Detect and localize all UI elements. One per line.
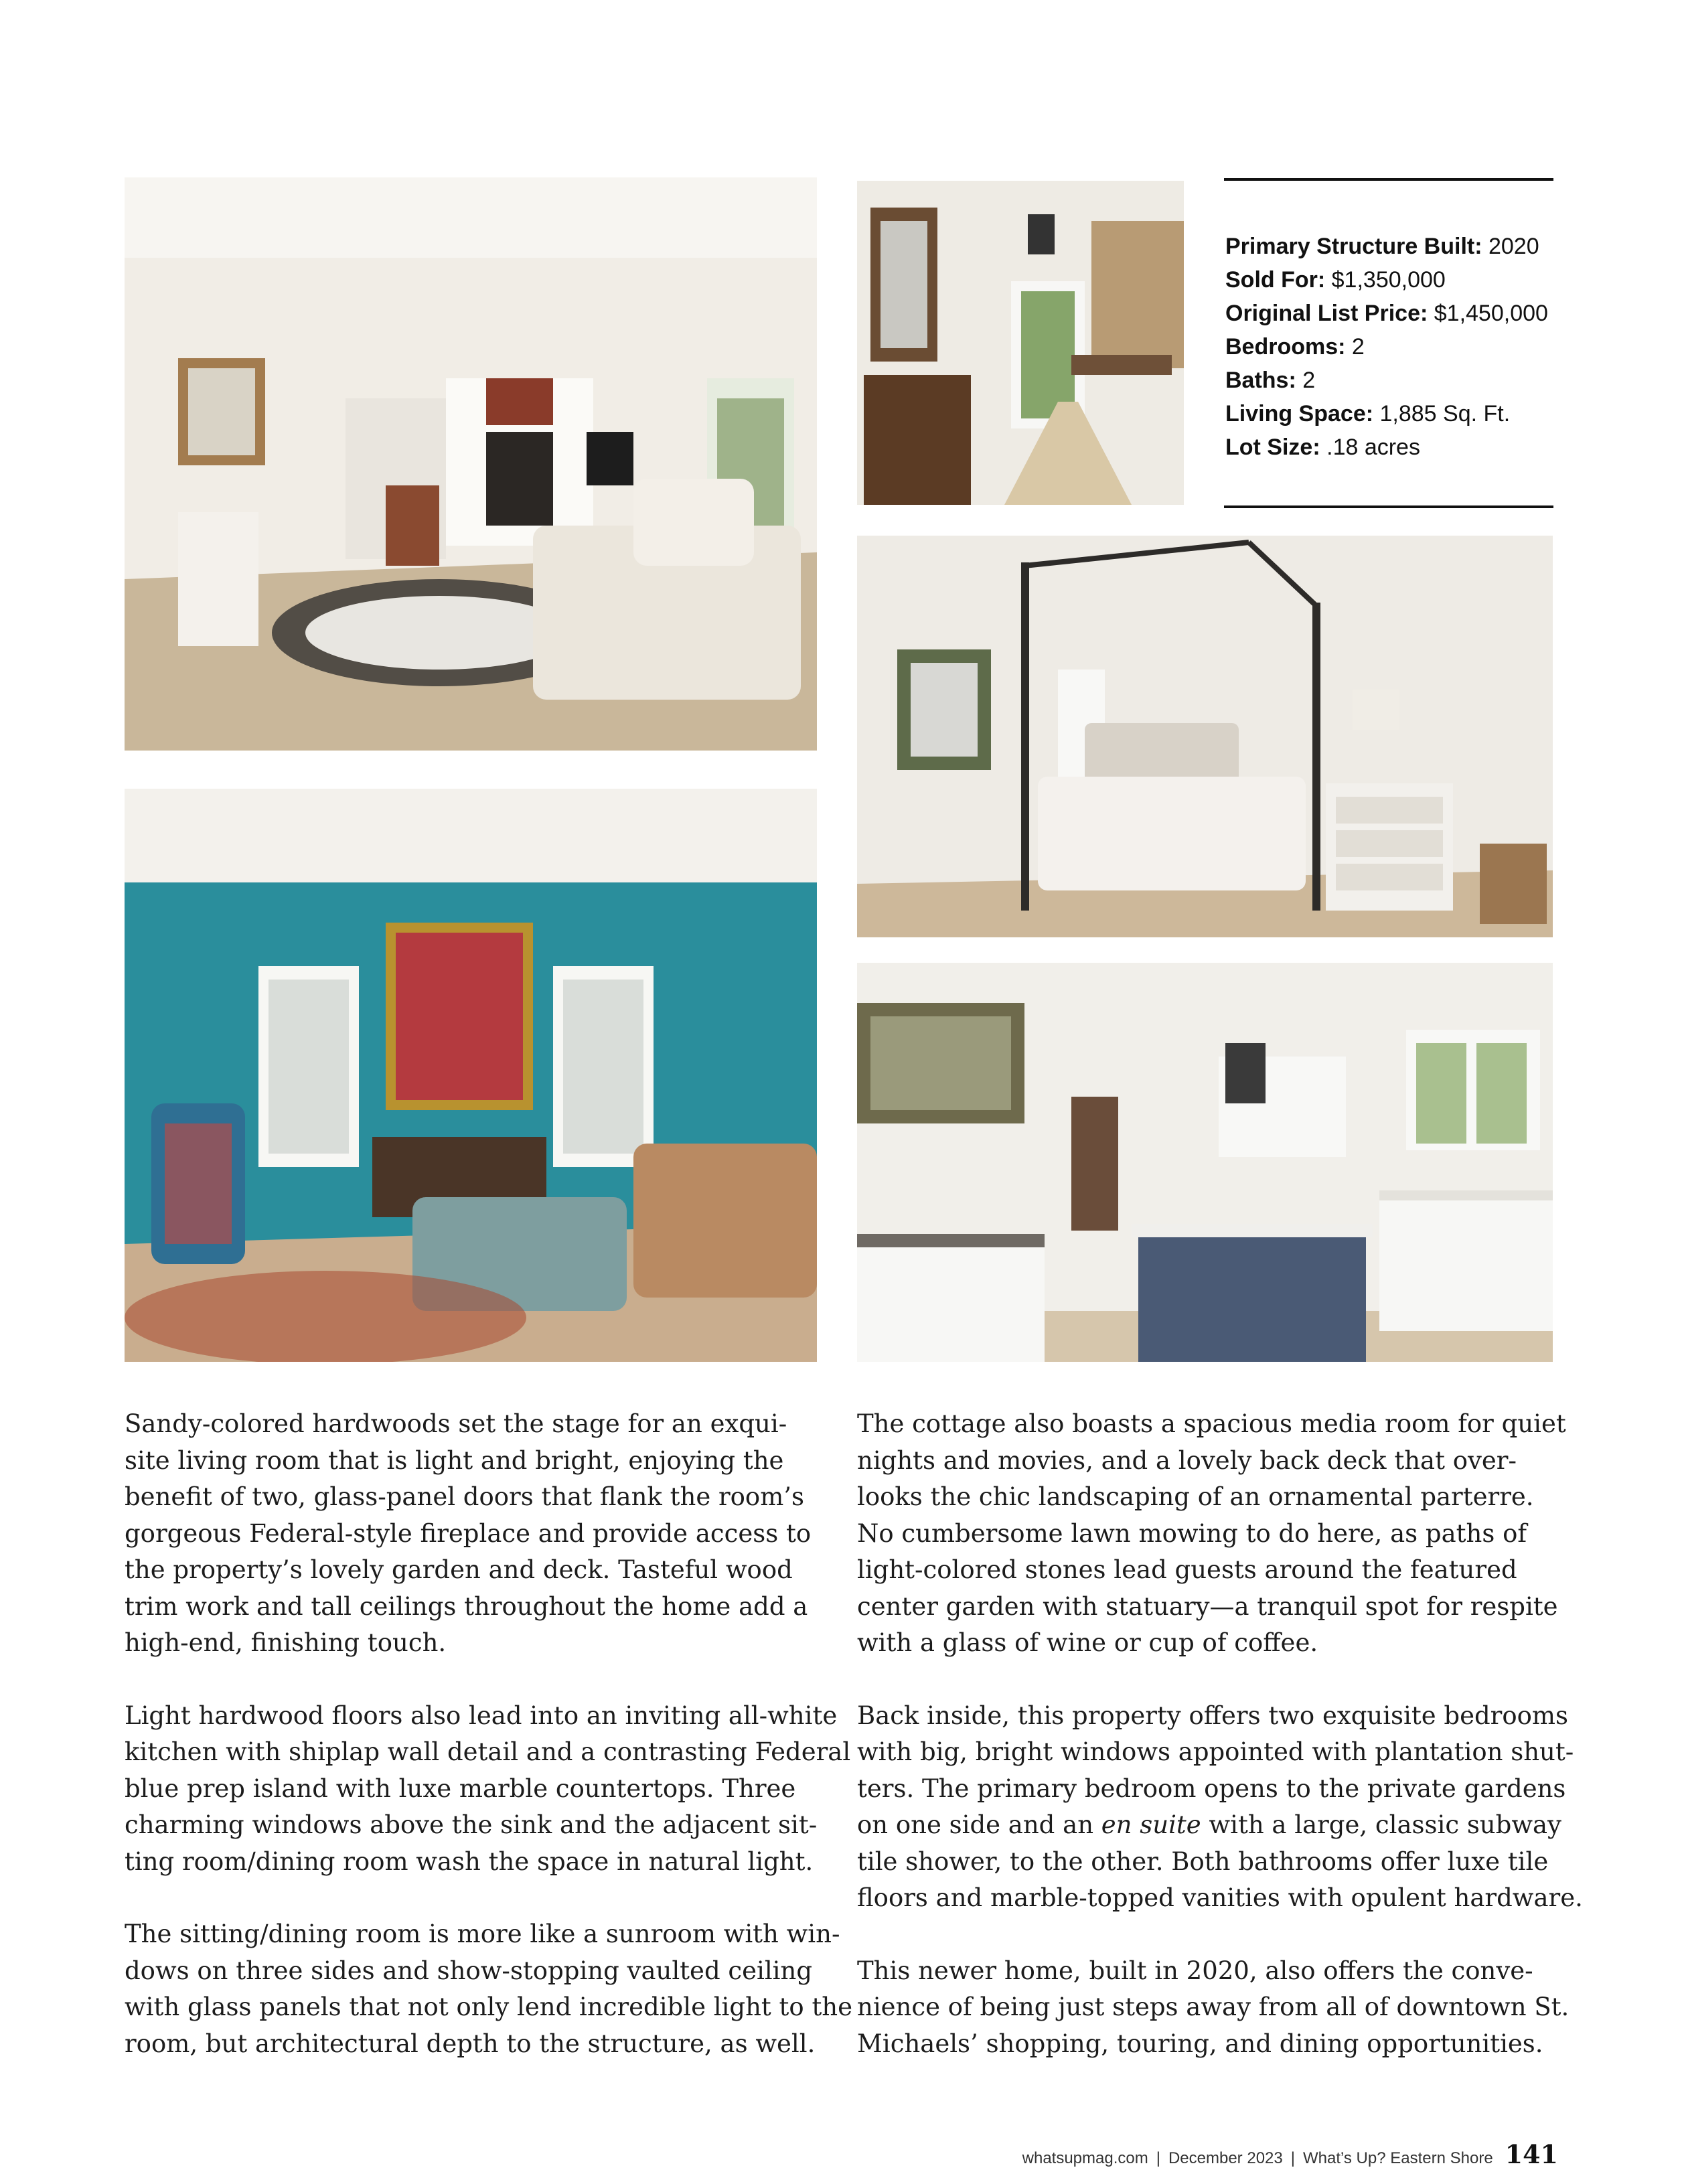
paragraph-living-room [125, 1406, 818, 1662]
text-line: The sitting/dining room is more like a sunroom with win- [125, 1920, 840, 1948]
fact-label: Primary Structure Built: [1225, 234, 1482, 259]
text-run: on one side and an [857, 1810, 1101, 1839]
fact-baths [1225, 364, 1553, 397]
paragraph-kitchen [125, 1698, 851, 1881]
fact-value: 2 [1296, 368, 1316, 393]
text-line: high-end, finishing touch. [125, 1628, 447, 1657]
paragraph-bedrooms [857, 1698, 1583, 1917]
text-line: with a glass of wine or cup of coffee. [857, 1628, 1318, 1657]
text-line: looks the chic landscaping of an ornamental parterre. [857, 1482, 1534, 1511]
bedroom-photo [857, 536, 1553, 937]
text-line: The cottage also boasts a spacious media room for quiet [857, 1409, 1566, 1438]
text-line: nights and movies, and a lovely back deck that over- [857, 1446, 1517, 1475]
text-line: room, but architectural depth to the structure, as well. [125, 2029, 816, 2058]
fact-bedrooms [1225, 330, 1553, 364]
text-line: gorgeous Federal-style fireplace and provide access to [125, 1518, 812, 1548]
text-line: center garden with statuary—a tranquil spot for respite [857, 1591, 1558, 1621]
facts-top-rule [1224, 178, 1553, 181]
fact-value: .18 acres [1320, 435, 1420, 460]
fact-label: Lot Size: [1225, 435, 1320, 460]
text-line: ters. The primary bedroom opens to the private gardens [857, 1774, 1566, 1803]
text-line: with glass panels that not only lend incredible light to the [125, 1993, 853, 2021]
living-room-photo [125, 177, 817, 751]
fact-list-price [1225, 297, 1553, 330]
fact-label: Baths: [1225, 368, 1296, 393]
fact-value: $1,450,000 [1428, 301, 1548, 326]
text-line: site living room that is light and bright, enjoying the [125, 1446, 784, 1475]
text-line: light-colored stones lead guests around the featured [857, 1555, 1517, 1584]
page-footer [1022, 2139, 1558, 2169]
text-line: blue prep island with luxe marble countertops. Three [125, 1774, 796, 1803]
text-line: the property’s lovely garden and deck. Tasteful wood [125, 1555, 793, 1584]
fact-value: 2 [1345, 334, 1365, 360]
text-line: Sandy-colored hardwoods set the stage for an exqui- [125, 1409, 787, 1438]
kitchen-photo [857, 963, 1553, 1362]
text-line: nience of being just steps away from all of downtown St. [857, 1993, 1570, 2021]
footer-separator: | [1156, 2149, 1160, 2167]
text-line: No cumbersome lawn mowing to do here, as paths of [857, 1518, 1527, 1548]
fact-label: Bedrooms: [1225, 334, 1346, 360]
text-line: ting room/dining room wash the space in natural light. [125, 1847, 814, 1876]
hallway-photo [857, 181, 1184, 505]
fact-label: Living Space: [1225, 401, 1374, 426]
article-column-left [125, 1406, 853, 2098]
footer-separator: | [1290, 2149, 1295, 2167]
footer-site: whatsupmag.com [1022, 2149, 1148, 2167]
fact-sold-for [1225, 263, 1553, 297]
text-line: floors and marble-topped vanities with opulent hardware. [857, 1883, 1583, 1912]
property-facts [1225, 230, 1553, 464]
text-line: tile shower, to the other. Both bathrooms offer luxe tile [857, 1847, 1549, 1876]
text-line: Michaels’ shopping, touring, and dining opportunities. [857, 2029, 1543, 2058]
facts-bottom-rule [1224, 505, 1553, 508]
fact-lot-size [1225, 431, 1553, 464]
fact-label: Sold For: [1225, 267, 1326, 293]
paragraph-location [857, 1953, 1570, 2063]
fact-value: $1,350,000 [1325, 267, 1446, 293]
footer-issue: December 2023 [1168, 2149, 1283, 2167]
fact-label: Original List Price: [1225, 301, 1428, 326]
fact-year-built [1225, 230, 1553, 263]
article-column-right [857, 1406, 1583, 2098]
text-line: dows on three sides and show-stopping vaulted ceiling [125, 1956, 813, 1985]
text-line: Light hardwood floors also lead into an inviting all-white [125, 1701, 838, 1730]
footer-magazine: What’s Up? Eastern Shore [1302, 2149, 1493, 2167]
text-line: with big, bright windows appointed with plantation shut- [857, 1737, 1574, 1766]
paragraph-sitting-room [125, 1916, 853, 2062]
page-number: 141 [1505, 2139, 1558, 2169]
text-line: This newer home, built in 2020, also offers the conve- [857, 1956, 1533, 1985]
fact-value: 2020 [1482, 234, 1539, 259]
text-line-mixed [857, 1807, 1561, 1844]
text-line: kitchen with shiplap wall detail and a contrasting Federal [125, 1737, 851, 1766]
sitting-room-photo [125, 789, 817, 1362]
paragraph-media-room [857, 1406, 1566, 1662]
text-line: charming windows above the sink and the adjacent sit- [125, 1810, 818, 1839]
fact-living-space [1225, 397, 1553, 431]
text-line: trim work and tall ceilings throughout the home add a [125, 1591, 808, 1621]
text-line: Back inside, this property offers two exquisite bedrooms [857, 1701, 1568, 1730]
text-run: with a large, classic subway [1201, 1810, 1561, 1839]
italic-term: en suite [1101, 1810, 1201, 1839]
fact-value: 1,885 Sq. Ft. [1373, 401, 1511, 426]
text-line: benefit of two, glass-panel doors that flank the room’s [125, 1482, 805, 1511]
